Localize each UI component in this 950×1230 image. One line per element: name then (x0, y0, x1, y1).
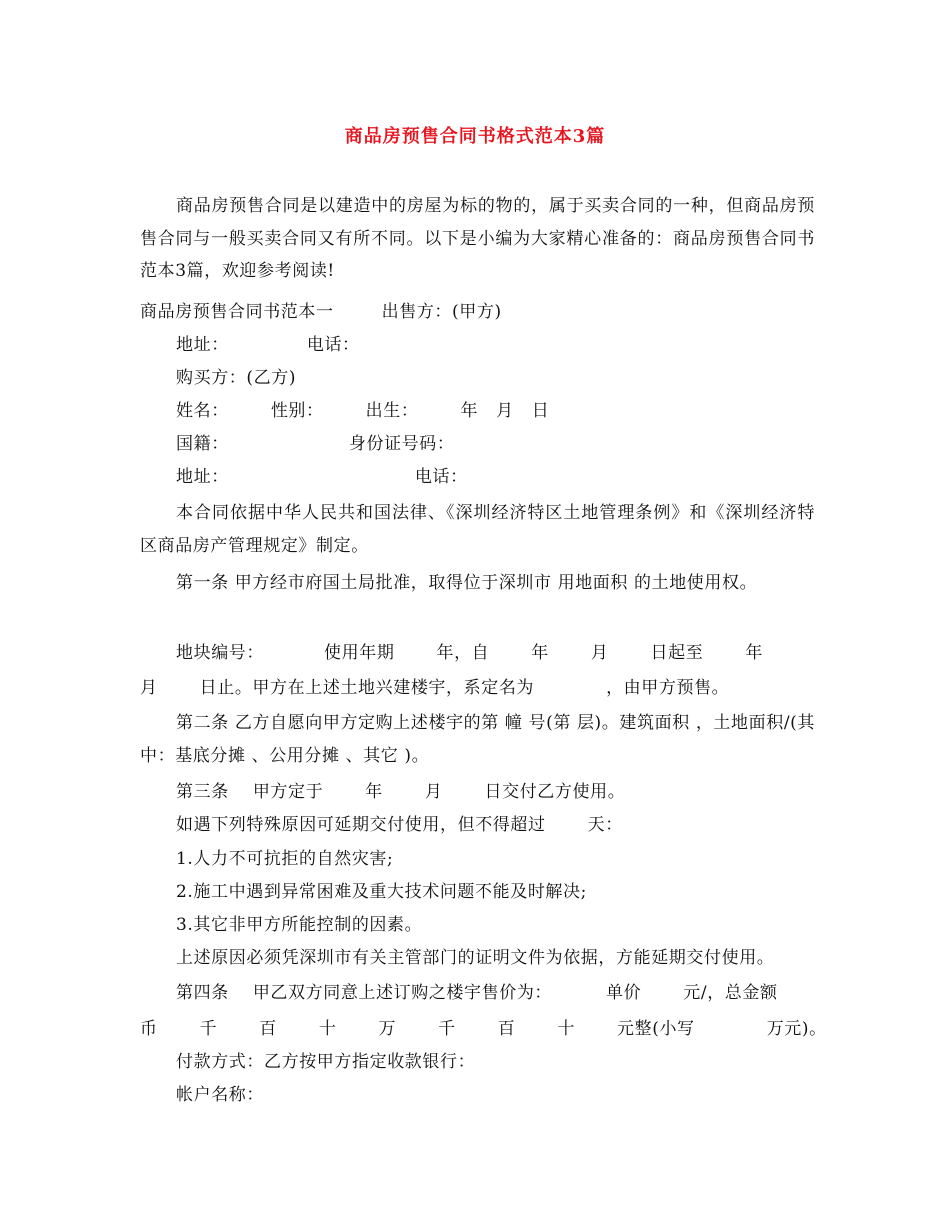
law-basis-paragraph: 本合同依据中华人民共和国法律、《深圳经济特区土地管理条例》和《深圳经济特区商品房产管理规定》制定。 (140, 503, 815, 556)
article-one-plot-line: 地块编号： 使用年期 年，自 年 月 日起至 年 (176, 643, 763, 663)
buyer-line: 购买方：(乙方) (176, 368, 297, 388)
delay-proof-line: 上述原因必须凭深圳市有关主管部门的证明文件为依据，方能延期交付使用。 (176, 948, 775, 968)
seller-address-line: 地址： 电话： (176, 335, 360, 355)
delay-reason-2: 2.施工中遇到异常困难及重大技术问题不能及时解决; (176, 882, 587, 902)
article-four-amount-line: 币 千 百 十 万 千 百 十 元整(小写 万元)。 (140, 1019, 827, 1039)
account-name-line: 帐户名称： (176, 1085, 264, 1105)
buyer-info-line: 姓名： 性别： 出生： 年 月 日 (176, 401, 550, 421)
intro-paragraph: 商品房预售合同是以建造中的房屋为标的物的，属于买卖合同的一种，但商品房预售合同与一般买卖合同又有所不同。以下是小编为大家精心准备的：商品房预售合同书范本3篇，欢迎参考阅读! (140, 196, 815, 281)
article-one-period-line: 月 日止。甲方在上述土地兴建楼宇，系定名为 ，由甲方预售。 (140, 678, 730, 698)
buyer-address-line: 地址： 电话： (176, 467, 468, 487)
article-three-line: 第三条 甲方定于 年 月 日交付乙方使用。 (176, 782, 626, 802)
delay-reason-1: 1.人力不可抗拒的自然灾害; (176, 849, 394, 869)
article-one-paragraph: 第一条 甲方经市府国土局批准，取得位于深圳市 用地面积 的土地使用权。 (176, 573, 758, 593)
document-title: 商品房预售合同书格式范本3篇 (344, 126, 606, 147)
article-four-price-line: 第四条 甲乙双方同意上述订购之楼宇售价为： 单价 元/，总金额 (176, 983, 778, 1003)
payment-method-line: 付款方式：乙方按甲方指定收款银行： (176, 1052, 476, 1072)
contract-heading-seller: 商品房预售合同书范本一 出售方：(甲方) (140, 302, 502, 322)
nationality-id-line: 国籍： 身份证号码： (176, 434, 455, 454)
delay-condition-line: 如遇下列特殊原因可延期交付使用，但不得超过 天： (176, 815, 623, 835)
article-two-paragraph: 第二条 乙方自愿向甲方定购上述楼宇的第 幢 号(第 层)。建筑面积 ，土地面积/(其中：基底分摊 、公用分摊 、其它 )。 (140, 713, 815, 766)
delay-reason-3: 3.其它非甲方所能控制的因素。 (176, 915, 423, 935)
